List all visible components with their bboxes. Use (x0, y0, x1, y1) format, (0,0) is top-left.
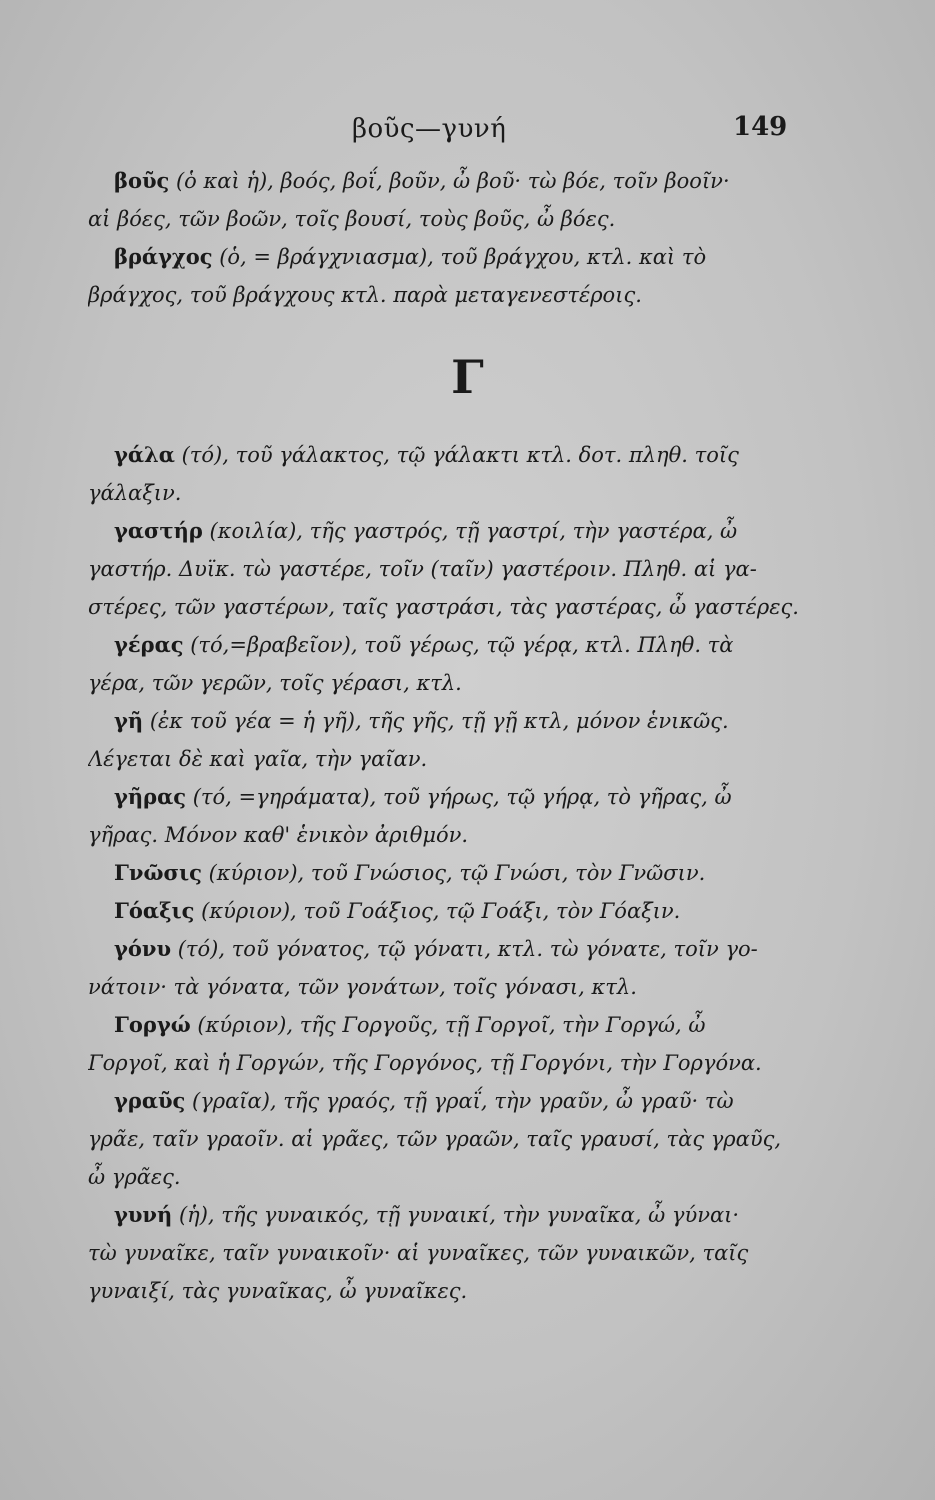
entry-line (88, 162, 800, 200)
entry-text: (τό), τοῦ γόνατος, τῷ γόνατι, κτλ. τὼ γόνατε, τοῖν γο- (171, 937, 758, 961)
entry-text: γρᾶε, ταῖν γραοῖν. αἱ γρᾶες, τῶν γραῶν, ταῖς γραυσί, τὰς γραῦς, (88, 1127, 782, 1151)
entry-text: (τό,=βραβεῖον), τοῦ γέρως, τῷ γέρᾳ, κτλ. Πληθ. τὰ (183, 633, 734, 657)
entry-line (88, 474, 800, 512)
entry-text: Γοργοῖ, καὶ ἡ Γοργών, τῆς Γοργόνος, τῇ Γοργόνι, τὴν Γοργόνα. (88, 1051, 762, 1075)
lemma: γαστήρ (114, 518, 203, 543)
entry-line (88, 1196, 800, 1234)
entry-line (88, 968, 800, 1006)
entry-line (88, 200, 800, 238)
entry-line (88, 1272, 800, 1310)
section-letter: Γ (451, 350, 484, 404)
lemma: γάλα (114, 442, 175, 467)
page-number: 149 (733, 112, 788, 142)
entry-text: ὦ γρᾶες. (88, 1165, 181, 1189)
entry-line (88, 1082, 800, 1120)
running-head: βοῦς—γυνή (352, 114, 507, 144)
entry-line (88, 626, 800, 664)
entry-line (88, 778, 800, 816)
lemma: γῆ (114, 708, 144, 733)
lemma: γυνή (114, 1202, 173, 1227)
entry-text: νάτοιν· τὰ γόνατα, τῶν γονάτων, τοῖς γόνασι, κτλ. (88, 975, 637, 999)
entries-beta (88, 162, 800, 314)
entry-line (88, 1234, 800, 1272)
entry-line (88, 550, 800, 588)
entry-line (88, 276, 800, 314)
lemma: γέρας (114, 632, 184, 657)
entry-text: στέρες, τῶν γαστέρων, ταῖς γαστράσι, τὰς γαστέρας, ὦ γαστέρες. (88, 595, 799, 619)
entry-line (88, 512, 800, 550)
entry-line (88, 892, 800, 930)
lemma: Γόαξις (114, 898, 195, 923)
entry-text: (ἡ), τῆς γυναικός, τῇ γυναικί, τὴν γυναῖκα, ὦ γύναι· (172, 1203, 740, 1227)
entry-text: (κύριον), τοῦ Γνώσιος, τῷ Γνώσι, τὸν Γνῶσιν. (201, 861, 706, 885)
entry-text: (τό), τοῦ γάλακτος, τῷ γάλακτι κτλ. δοτ. πληθ. τοῖς (174, 443, 739, 467)
entry-text: γάλαξιν. (88, 481, 182, 505)
entry-text: αἱ βόες, τῶν βοῶν, τοῖς βουσί, τοὺς βοῦς, ὦ βόες. (88, 207, 616, 231)
lemma: γόνυ (114, 936, 172, 961)
lemma: Γνῶσις (114, 860, 202, 885)
lemma: Γοργώ (114, 1012, 191, 1037)
page-header (0, 110, 935, 150)
lemma: γῆρας (114, 784, 187, 809)
entry-text: βράγχος, τοῦ βράγχους κτλ. παρὰ μεταγενεστέροις. (88, 283, 642, 307)
entry-line (88, 816, 800, 854)
entry-text: γυναιξί, τὰς γυναῖκας, ὦ γυναῖκες. (88, 1279, 468, 1303)
entry-line (88, 1120, 800, 1158)
entry-text: (κοιλία), τῆς γαστρός, τῇ γαστρί, τὴν γαστέρα, ὦ (202, 519, 738, 543)
entry-text: (κύριον), τοῦ Γοάξιος, τῷ Γοάξι, τὸν Γόαξιν. (194, 899, 681, 923)
entry-line (88, 930, 800, 968)
entries-gamma (88, 436, 800, 1310)
entry-text: (κύριον), τῆς Γοργοῦς, τῇ Γοργοῖ, τὴν Γοργώ, ὦ (190, 1013, 706, 1037)
entry-line (88, 1044, 800, 1082)
entry-text: γαστήρ. Δυϊκ. τὼ γαστέρε, τοῖν (ταῖν) γαστέροιν. Πληθ. αἱ γα- (88, 557, 757, 581)
entry-text: Λέγεται δὲ καὶ γαῖα, τὴν γαῖαν. (88, 747, 428, 771)
lemma: βοῦς (114, 168, 170, 193)
entry-text: γέρα, τῶν γερῶν, τοῖς γέρασι, κτλ. (88, 671, 462, 695)
entry-text: γῆρας. Μόνον καθ' ἑνικὸν ἀριθμόν. (88, 823, 469, 847)
lemma: βράγχος (114, 244, 213, 269)
entry-line (88, 1158, 800, 1196)
entry-line (88, 238, 800, 276)
entry-line (88, 740, 800, 778)
entry-text: (ὁ καὶ ἡ), βοός, βοΐ, βοῦν, ὦ βοῦ· τὼ βόε, τοῖν βοοῖν· (169, 169, 730, 193)
entry-line (88, 588, 800, 626)
entry-line (88, 664, 800, 702)
entry-line (88, 854, 800, 892)
entry-line (88, 702, 800, 740)
entry-text: (γραῖα), τῆς γραός, τῇ γραΐ, τὴν γραῦν, ὦ γραῦ· τὼ (185, 1089, 734, 1113)
entry-text: (ἐκ τοῦ γέα = ἡ γῆ), τῆς γῆς, τῇ γῇ κτλ, μόνον ἑνικῶς. (143, 709, 729, 733)
entry-line (88, 436, 800, 474)
entry-text: (ὁ, = βράγχνιασμα), τοῦ βράγχου, κτλ. καὶ τὸ (212, 245, 707, 269)
entry-text: τὼ γυναῖκε, ταῖν γυναικοῖν· αἱ γυναῖκες, τῶν γυναικῶν, ταῖς (88, 1241, 749, 1265)
entry-line (88, 1006, 800, 1044)
entry-text: (τό, =γηράματα), τοῦ γήρως, τῷ γήρᾳ, τὸ γῆρας, ὦ (186, 785, 732, 809)
lemma: γραῦς (114, 1088, 186, 1113)
